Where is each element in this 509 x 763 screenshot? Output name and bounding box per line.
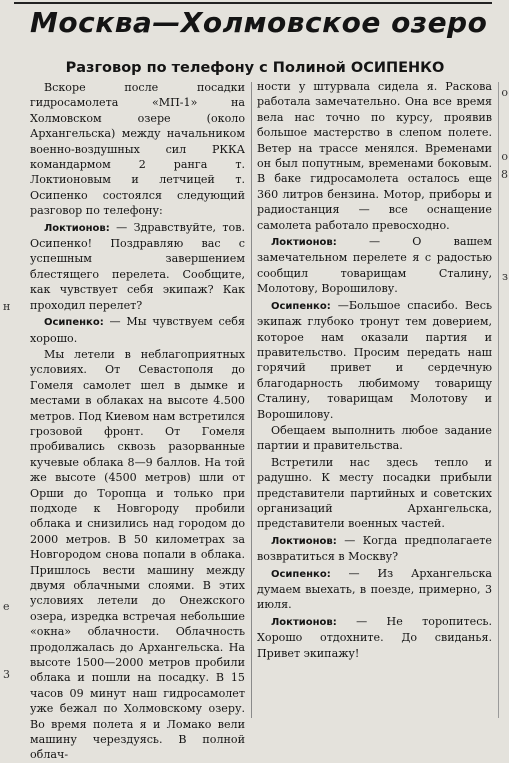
right-margin-fragment: о [501,86,508,99]
middle-column [257,79,492,718]
speaker-name: Осипенко: [271,568,331,580]
dialogue-line [257,533,492,565]
body-paragraph: Мы летели в неблагоприятных условиях. От Севастополя до Гомеля самолет шел в дымке и местами в облаках на высоте 4.500 метров. Под Киевом нам встретился грозовой фронт. От Гомеля пробивались сквозь разорванные кучевые облака 8—9 баллов. На той же высоте (4500 метров) шли от Орши до Торопца и только при подходе к Новгороду пробили облака и снизились над городом до 2000 метров. В 50 километрах за Новгородом снова попали в облака. Пришлось вести машину между двумя облачными слоями. В этих условиях летели до Онежского озера, изредка встречая небольшие «окна» облачности. Облачность продолжалась до Архангельска. На высоте 1500—2000 метров пробили облака и пошли на посадку. В 15 часов 09 минут наш гидросамолет уже бежал по Холмовскому озеру. Во время полета я и Ломако вели машину черездуясь. В полной облач- [30,347,245,762]
body-paragraph: ности у штурвала сидела я. Раскова работала замечательно. Она все время вела нас точно по курсу, проявив большое мастерство в слепом полете. Ветер на трассе менялся. Временами он был попутным, временами боковым. В баке гидросамолета осталось еще 360 литров бензина. Мотор, приборы и радиостанция — все оснащение самолета работало превосходно. [257,80,492,232]
column-divider [251,82,252,718]
article-subheadline: Разговор по телефону с Полиной ОСИПЕНКО [65,60,445,76]
dialogue-line [257,566,492,613]
dialogue-text: — Здравствуйте, тов. Осипенко! Поздравляю вас с успешным завершением блестящего перелета. Сообщите, как чувствует себя экипаж? Как проходил перелет? [30,220,245,312]
left-column [30,80,245,762]
speaker-name: Локтионов: [271,535,337,547]
dialogue-text: —Большое спасибо. Весь экипаж глубоко тронут тем доверием, которое нам оказали партия и правительство. Просим передать наш горячий привет и сердечную благодарность любимому товарищу Сталину, товарищам Молотову и Ворошилову. [257,298,492,421]
speaker-name: Локтионов: [271,616,337,628]
dialogue-line [30,314,245,346]
intro-paragraph: Вскоре после посадки гидросамолета «МП-1» на Холмовском озере (около Архангельска) между начальником военно-воздушных сил РККА командармом 2 ранга т. Локтионовым и летчицей т. Осипенко состоялся следующий разговор по телефону: [30,81,245,218]
speaker-name: Осипенко: [44,317,104,329]
speaker-name: Локтионов: [44,222,110,234]
dialogue-text: — О вашем замечательном перелете я с радостью сообщил товарищам Сталину, Молотову, Ворошилову. [257,235,492,296]
right-margin-fragment: о [501,150,508,163]
right-margin-fragment: 8 [501,168,508,181]
body-paragraph: Встретили нас здесь тепло и радушно. К месту посадки прибыли представители партийных и советских организаций Архангельска, представители военных частей. [257,455,492,531]
left-margin-fragment: н [3,300,11,313]
dialogue-line [257,614,492,661]
left-margin-fragment: е [3,600,10,613]
speaker-name: Локтионов: [271,237,337,249]
article-headline: Москва—Холмовское озеро [30,6,488,39]
dialogue-line [257,298,492,422]
body-paragraph: Обещаем выполнить любое задание партии и правительства. [257,423,492,453]
top-rule [14,2,492,4]
right-margin-fragment: з [502,270,508,283]
right-column-divider [498,82,499,718]
dialogue-text: — Мы чувствуем себя хорошо. [30,315,245,345]
dialogue-line [30,220,245,313]
dialogue-line [257,234,492,297]
dialogue-text: — Когда предполагаете возвратиться в Москву? [257,533,492,564]
dialogue-text: — Не торопитесь. Хорошо отдохните. До свиданья. Привет экипажу! [257,614,492,660]
dialogue-text: — Из Архангельска думаем выехать, в поезде, примерно, 3 июля. [257,566,492,612]
speaker-name: Осипенко: [271,300,331,312]
left-margin-fragment: 3 [3,668,10,681]
